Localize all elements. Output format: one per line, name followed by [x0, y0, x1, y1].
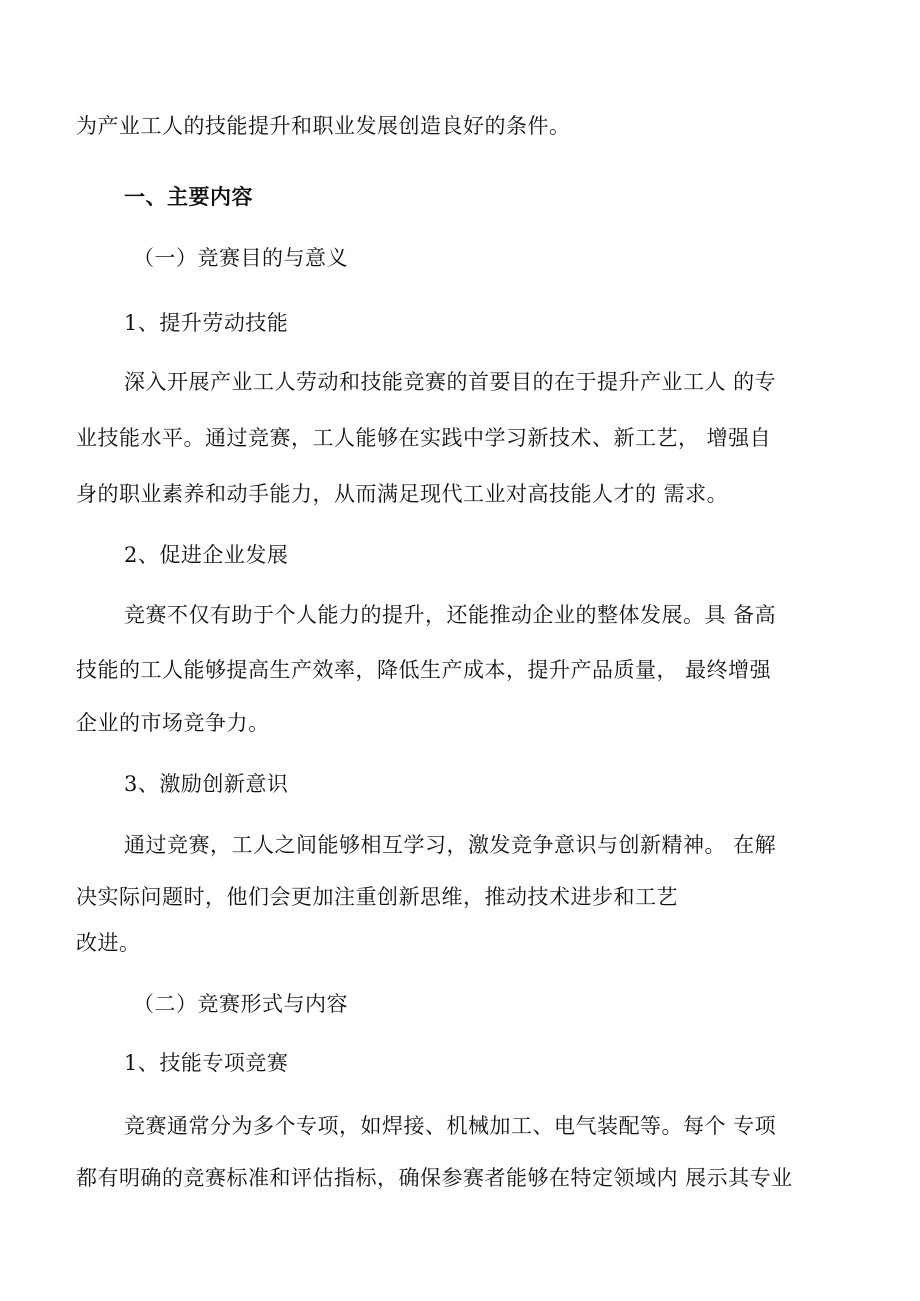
item-title-1-3: 3、激励创新意识 [124, 772, 289, 796]
paragraph-line: 都有明确的竞赛标准和评估指标，确保参赛者能够在特定领域内 展示其专业 [76, 1166, 793, 1190]
subsection-title-2: （二）竞赛形式与内容 [133, 992, 348, 1016]
paragraph-line: 深入开展产业工人劳动和技能竞赛的首要目的在于提升产业工人 的专 [124, 370, 777, 394]
paragraph-line: 技能的工人能够提高生产效率，降低生产成本，提升产品质量， 最终增强 [76, 658, 772, 682]
item-title-1-2: 2、促进企业发展 [124, 543, 289, 567]
paragraph-line: 决实际问题时，他们会更加注重创新思维，推动技术进步和工艺 [76, 885, 678, 909]
paragraph-line: 竞赛不仅有助于个人能力的提升，还能推动企业的整体发展。具 备高 [124, 603, 777, 627]
subsection-title-1: （一）竞赛目的与意义 [133, 246, 348, 270]
item-title-1-1: 1、提升劳动技能 [124, 311, 289, 335]
item-title-2-1: 1、技能专项竞赛 [124, 1051, 289, 1075]
paragraph-line: 通过竞赛，工人之间能够相互学习，激发竞争意识与创新精神。 在解 [124, 833, 777, 857]
paragraph-line: 竞赛通常分为多个专项，如焊接、机械加工、电气装配等。每个 专项 [124, 1114, 777, 1138]
paragraph-line: 企业的市场竞争力。 [76, 711, 270, 735]
paragraph-line: 身的职业素养和动手能力，从而满足现代工业对高技能人才的 需求。 [76, 482, 729, 506]
section-heading: 一、主要内容 [124, 185, 253, 209]
paragraph-line: 业技能水平。通过竞赛，工人能够在实践中学习新技术、新工艺， 增强自 [76, 426, 772, 450]
paragraph-line: 改进。 [76, 931, 141, 955]
intro-line: 为产业工人的技能提升和职业发展创造良好的条件。 [76, 114, 571, 138]
